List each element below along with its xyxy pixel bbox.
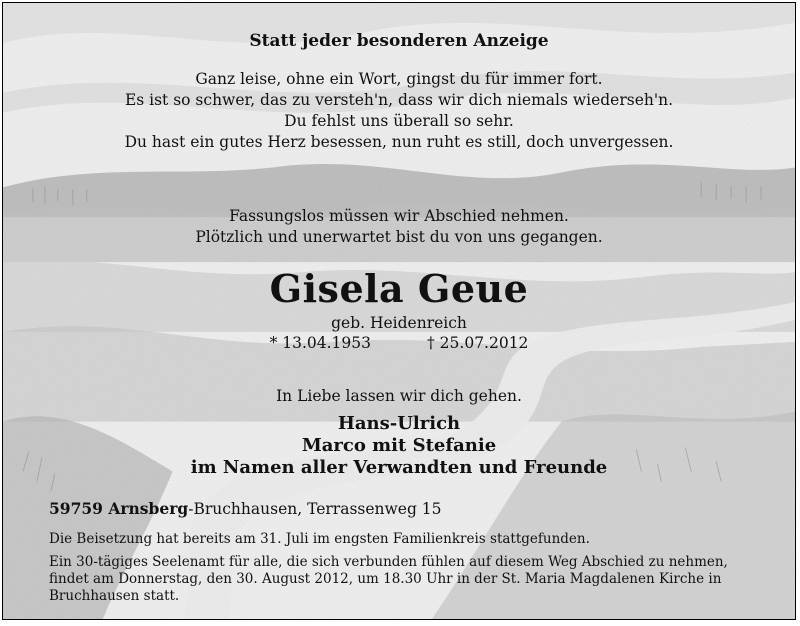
mourner-line: im Namen aller Verwandten und Freunde [190,457,608,478]
poem-line: Ganz leise, ohne ein Wort, gingst du für immer fort. [195,70,603,88]
deceased-name: Gisela Geue [269,266,529,311]
farewell-text [3,206,795,248]
obituary-notice [2,2,796,620]
poem-line: Du fehlst uns überall so sehr. [284,112,514,130]
mourning-address [49,499,442,518]
life-dates [3,334,795,352]
address-street: -Bruchhausen, Terrassenweg 15 [188,500,442,518]
mourner-line: Marco mit Stefanie [301,435,497,456]
poem-line: Es ist so schwer, das zu versteh'n, dass wir dich niemals wiederseh'n. [124,91,674,109]
poem [3,69,795,153]
closing-line: In Liebe lassen wir dich gehen. [276,387,522,405]
mourners [3,413,795,479]
poem-line: Du hast ein gutes Herz besessen, nun ruht es still, doch unvergessen. [124,133,674,151]
farewell-line: Plötzlich und unerwartet bist du von uns gegangen. [195,228,603,246]
farewell-line: Fassungslos müssen wir Abschied nehmen. [229,207,569,225]
death-date: † 25.07.2012 [427,334,529,352]
maiden-name: geb. Heidenreich [331,314,467,332]
service-details [49,531,759,611]
address-city: 59759 Arnsberg [49,499,189,518]
memorial-mass-info: Ein 30-tägiges Seelenamt für alle, die sich verbunden fühlen auf diesem Weg Abschied zu nehmen, findet am Donnerstag, den 30. August 2012, um 18.30 Uhr in der St. Maria Magdalenen Kirche in Bruchhausen statt. [49,554,728,604]
notice-heading: Statt jeder besonderen Anzeige [249,31,549,51]
birth-date: * 13.04.1953 [269,334,371,352]
burial-info: Die Beisetzung hat bereits am 31. Juli im engsten Familienkreis stattgefunden. [49,531,590,547]
mourner-line: Hans-Ulrich [337,413,461,434]
